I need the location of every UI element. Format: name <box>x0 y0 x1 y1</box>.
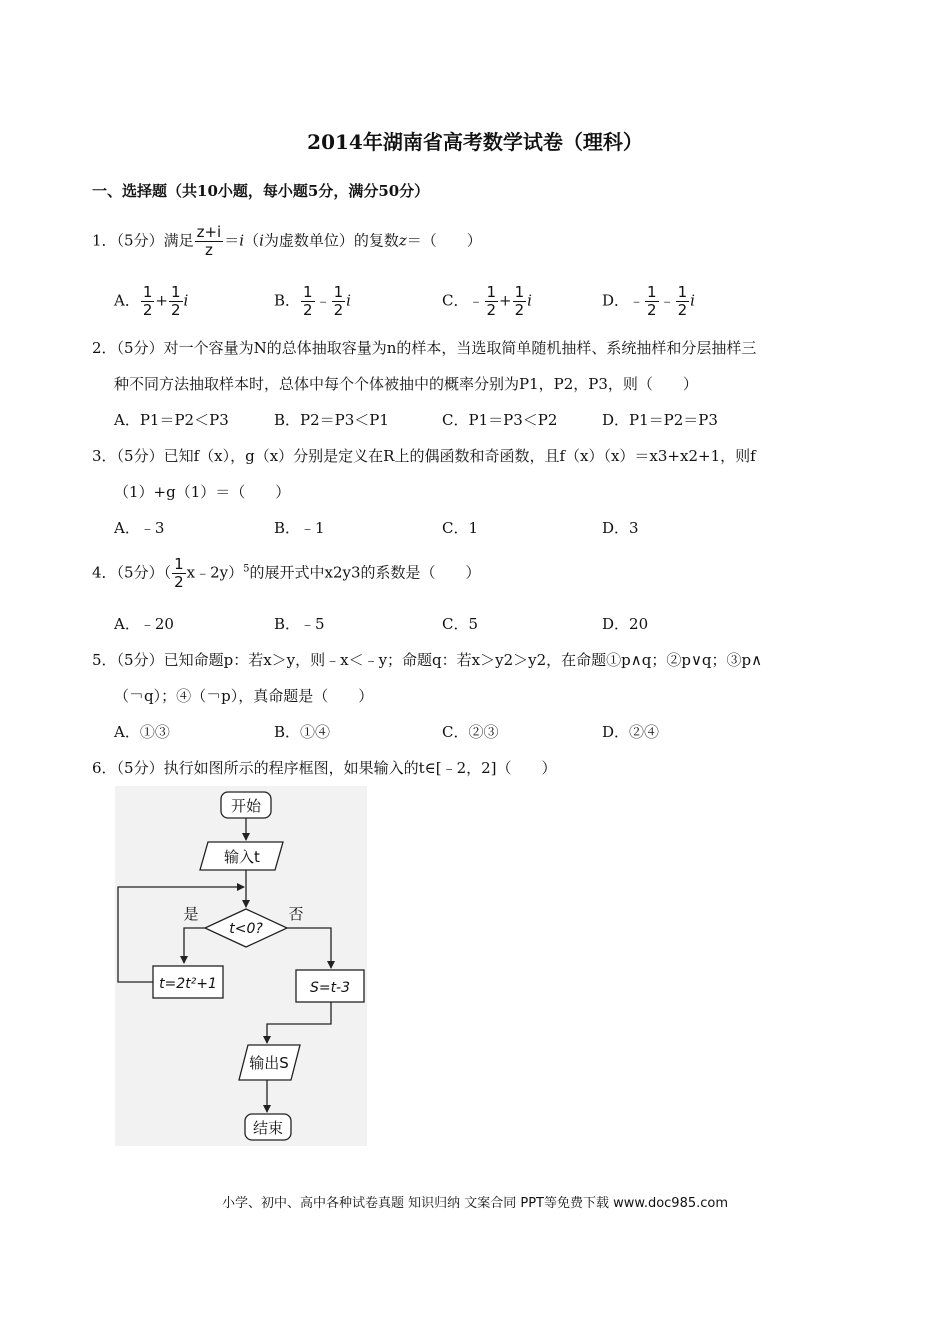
flow-assign-s-label: S=t-3 <box>309 980 351 996</box>
flow-no-label: 否 <box>288 905 304 923</box>
q4-option-a: A．﹣20 <box>114 615 174 633</box>
flow-start-label: 开始 <box>230 797 262 815</box>
flow-assign-t-label: t=2t²+1 <box>159 976 217 992</box>
q4-fraction: $\frac{1}{2}$ <box>174 555 184 591</box>
q2-option-c: C．P1＝P3＜P2 <box>442 411 558 429</box>
q2-option-a: A．P1＝P2＜P3 <box>114 411 229 429</box>
q1-text: 满足 <box>163 231 194 250</box>
question-5-line-2: （￢q）；④（￢p），真命题是（ ） <box>114 687 374 705</box>
flow-end-label: 结束 <box>252 1119 284 1137</box>
flow-yes-label: 是 <box>183 905 199 923</box>
q2-option-d: D．P1＝P2＝P3 <box>602 411 718 429</box>
q4-option-b: B．﹣5 <box>274 615 325 633</box>
q5-option-b: B．①④ <box>274 723 331 741</box>
question-5-line-1: 5．（5分）已知命题p：若x＞y，则﹣x＜﹣y；命题q：若x＞y2＞y2，在命题①p∧q；②p∨q；③p∧ <box>92 651 763 669</box>
question-1: 1．（5分）满足 $\frac{z+i}{z}$ ＝i（i为虚数单位）的复数z＝（ ） <box>92 223 482 259</box>
q3-option-c: C．1 <box>442 519 479 537</box>
q1-points: （5分） <box>116 231 164 250</box>
q5-option-a: A．①③ <box>114 723 170 741</box>
q1-number: 1． <box>92 231 117 250</box>
q1-option-a: A． $\frac{1}{2}$ + $\frac{1}{2}$ i <box>114 283 189 319</box>
question-2-line-1: 2．（5分）对一个容量为N的总体抽取容量为n的样本，当选取简单随机抽样、系统抽样和分层抽样三 <box>92 339 757 357</box>
question-6-line-1: 6．（5分）执行如图所示的程序框图，如果输入的t∈[﹣2，2]（ ） <box>92 759 557 777</box>
question-4: 4．（5分）（ $\frac{1}{2}$ x﹣2y）$^5$的展开式中x2y3的系数是（ ） <box>92 555 481 591</box>
q4-option-d: D．20 <box>602 615 649 633</box>
q1-option-d: D．﹣ $\frac{1}{2}$ ﹣ $\frac{1}{2}$ i <box>602 283 695 319</box>
q1-option-c: C．﹣ $\frac{1}{2}$ + $\frac{1}{2}$ i <box>442 283 532 319</box>
flow-output-label: 输出S <box>249 1054 289 1072</box>
q3-option-a: A．﹣3 <box>114 519 165 537</box>
section-heading: 一、选择题（共10小题，每小题5分，满分50分） <box>92 182 430 200</box>
q5-option-d: D．②④ <box>602 723 660 741</box>
q2-option-b: B．P2＝P3＜P1 <box>274 411 389 429</box>
question-2-line-2: 种不同方法抽取样本时，总体中每个个体被抽中的概率分别为P1，P2，P3，则（ ） <box>114 375 698 393</box>
flow-cond-label: t<0? <box>229 921 263 937</box>
question-3-line-2: （1）+g（1）＝（ ） <box>114 483 291 501</box>
question-3-line-1: 3．（5分）已知f（x），g（x）分别是定义在R上的偶函数和奇函数，且f（x）（x）＝x3+x2+1，则f <box>92 447 756 465</box>
q3-option-d: D．3 <box>602 519 639 537</box>
q3-option-b: B．﹣1 <box>274 519 325 537</box>
q1-option-b: B． $\frac{1}{2}$ ﹣ $\frac{1}{2}$ i <box>274 283 351 319</box>
q5-option-c: C．②③ <box>442 723 499 741</box>
q4-option-c: C．5 <box>442 615 479 633</box>
footer-text: 小学、初中、高中各种试卷真题 知识归纳 文案合同 PPT等免费下载 www.doc985.com <box>221 1196 729 1211</box>
q1-fraction: $\frac{z+i}{z}$ <box>196 223 222 259</box>
page-title: 2014年湖南省高考数学试卷（理科） <box>307 130 643 154</box>
flowchart <box>115 786 367 1146</box>
flow-input-label: 输入t <box>224 848 260 866</box>
